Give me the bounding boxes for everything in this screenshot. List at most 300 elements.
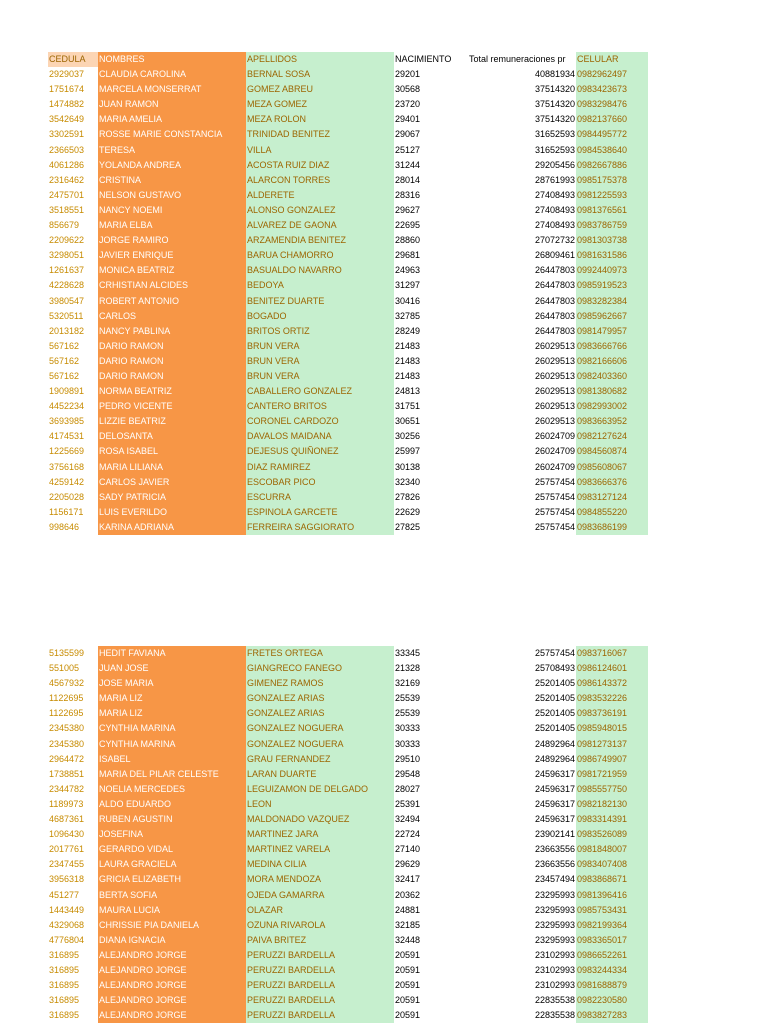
cell-celular[interactable]: 0983686199: [576, 520, 648, 535]
cell-nacimiento[interactable]: 20591: [394, 963, 468, 978]
cell-nacimiento[interactable]: 21483: [394, 369, 468, 384]
cell-cedula[interactable]: 2013182: [48, 324, 98, 339]
cell-nombres[interactable]: NANCY PABLINA: [98, 324, 246, 339]
cell-cedula[interactable]: 1096430: [48, 827, 98, 842]
cell-celular[interactable]: 0982137660: [576, 112, 648, 127]
cell-cedula[interactable]: 316895: [48, 978, 98, 993]
cell-celular[interactable]: 0983423673: [576, 82, 648, 97]
cell-nacimiento[interactable]: 27825: [394, 520, 468, 535]
cell-celular[interactable]: 0986124601: [576, 661, 648, 676]
cell-nombres[interactable]: MARIA ELBA: [98, 218, 246, 233]
cell-nombres[interactable]: ALEJANDRO JORGE: [98, 963, 246, 978]
cell-nacimiento[interactable]: 25539: [394, 691, 468, 706]
cell-nacimiento[interactable]: 20591: [394, 978, 468, 993]
cell-total[interactable]: 25757454: [468, 520, 576, 535]
cell-nacimiento[interactable]: 25127: [394, 143, 468, 158]
cell-cedula[interactable]: 856679: [48, 218, 98, 233]
cell-nombres[interactable]: JAVIER ENRIQUE: [98, 248, 246, 263]
cell-apellidos[interactable]: GOMEZ ABREU: [246, 82, 394, 97]
cell-apellidos[interactable]: PERUZZI BARDELLA: [246, 993, 394, 1008]
cell-celular[interactable]: 0982962497: [576, 67, 648, 82]
cell-celular[interactable]: 0981380682: [576, 384, 648, 399]
cell-total[interactable]: 27408493: [468, 203, 576, 218]
cell-apellidos[interactable]: MARTINEZ VARELA: [246, 842, 394, 857]
cell-celular[interactable]: 0985962667: [576, 309, 648, 324]
cell-nombres[interactable]: CYNTHIA MARINA: [98, 737, 246, 752]
cell-nombres[interactable]: CLAUDIA CAROLINA: [98, 67, 246, 82]
cell-apellidos[interactable]: FERREIRA SAGGIORATO: [246, 520, 394, 535]
cell-apellidos[interactable]: BRITOS ORTIZ: [246, 324, 394, 339]
cell-apellidos[interactable]: DEJESUS QUIÑONEZ: [246, 444, 394, 459]
cell-celular[interactable]: 0983666376: [576, 475, 648, 490]
cell-cedula[interactable]: 2929037: [48, 67, 98, 82]
cell-nacimiento[interactable]: 25391: [394, 797, 468, 812]
cell-total[interactable]: 25708493: [468, 661, 576, 676]
cell-cedula[interactable]: 2209622: [48, 233, 98, 248]
cell-apellidos[interactable]: GONZALEZ ARIAS: [246, 691, 394, 706]
cell-total[interactable]: 27408493: [468, 188, 576, 203]
cell-nacimiento[interactable]: 31244: [394, 158, 468, 173]
cell-apellidos[interactable]: ESCURRA: [246, 490, 394, 505]
cell-nacimiento[interactable]: 28014: [394, 173, 468, 188]
cell-nombres[interactable]: DARIO RAMON: [98, 339, 246, 354]
cell-nombres[interactable]: BERTA SOFIA: [98, 888, 246, 903]
cell-total[interactable]: 23663556: [468, 857, 576, 872]
cell-apellidos[interactable]: CABALLERO GONZALEZ: [246, 384, 394, 399]
cell-total[interactable]: 27072732: [468, 233, 576, 248]
cell-celular[interactable]: 0982182130: [576, 797, 648, 812]
cell-celular[interactable]: 0981631586: [576, 248, 648, 263]
cell-cedula[interactable]: 3756168: [48, 460, 98, 475]
cell-apellidos[interactable]: PERUZZI BARDELLA: [246, 978, 394, 993]
cell-total[interactable]: 23295993: [468, 918, 576, 933]
cell-total[interactable]: 26447803: [468, 324, 576, 339]
cell-apellidos[interactable]: BENITEZ DUARTE: [246, 294, 394, 309]
cell-total[interactable]: 23102993: [468, 963, 576, 978]
cell-cedula[interactable]: 2344782: [48, 782, 98, 797]
cell-apellidos[interactable]: MEZA GOMEZ: [246, 97, 394, 112]
cell-apellidos[interactable]: ALONSO GONZALEZ: [246, 203, 394, 218]
cell-nombres[interactable]: KARINA ADRIANA: [98, 520, 246, 535]
cell-nombres[interactable]: JOSE MARIA: [98, 676, 246, 691]
cell-celular[interactable]: 0982199364: [576, 918, 648, 933]
cell-nombres[interactable]: DELOSANTA: [98, 429, 246, 444]
cell-nombres[interactable]: ROBERT ANTONIO: [98, 294, 246, 309]
cell-cedula[interactable]: 2964472: [48, 752, 98, 767]
cell-total[interactable]: 37514320: [468, 112, 576, 127]
cell-total[interactable]: 23295993: [468, 903, 576, 918]
cell-total[interactable]: 29205456: [468, 158, 576, 173]
cell-cedula[interactable]: 1751674: [48, 82, 98, 97]
cell-cedula[interactable]: 4174531: [48, 429, 98, 444]
cell-total[interactable]: 24596317: [468, 782, 576, 797]
cell-cedula[interactable]: 1909891: [48, 384, 98, 399]
cell-celular[interactable]: 0982127624: [576, 429, 648, 444]
cell-nacimiento[interactable]: 29548: [394, 767, 468, 782]
cell-nombres[interactable]: MAURA LUCIA: [98, 903, 246, 918]
cell-nombres[interactable]: CRISTINA: [98, 173, 246, 188]
cell-cedula[interactable]: 3302591: [48, 127, 98, 142]
cell-nacimiento[interactable]: 32785: [394, 309, 468, 324]
cell-nombres[interactable]: YOLANDA ANDREA: [98, 158, 246, 173]
cell-total[interactable]: 26024709: [468, 429, 576, 444]
cell-nacimiento[interactable]: 28316: [394, 188, 468, 203]
cell-total[interactable]: 31652593: [468, 127, 576, 142]
cell-total[interactable]: 25201405: [468, 691, 576, 706]
cell-nacimiento[interactable]: 29627: [394, 203, 468, 218]
cell-celular[interactable]: 0981376561: [576, 203, 648, 218]
cell-nombres[interactable]: ISABEL: [98, 752, 246, 767]
cell-nacimiento[interactable]: 24881: [394, 903, 468, 918]
cell-nacimiento[interactable]: 31751: [394, 399, 468, 414]
cell-nombres[interactable]: CARLOS: [98, 309, 246, 324]
cell-nacimiento[interactable]: 20591: [394, 948, 468, 963]
cell-apellidos[interactable]: PAIVA BRITEZ: [246, 933, 394, 948]
cell-nombres[interactable]: GERARDO VIDAL: [98, 842, 246, 857]
cell-cedula[interactable]: 3693985: [48, 414, 98, 429]
cell-nacimiento[interactable]: 27140: [394, 842, 468, 857]
cell-nombres[interactable]: CYNTHIA MARINA: [98, 721, 246, 736]
cell-nacimiento[interactable]: 30256: [394, 429, 468, 444]
cell-apellidos[interactable]: LEGUIZAMON DE DELGADO: [246, 782, 394, 797]
cell-cedula[interactable]: 2316462: [48, 173, 98, 188]
cell-apellidos[interactable]: BOGADO: [246, 309, 394, 324]
header-nacimiento[interactable]: NACIMIENTO: [394, 52, 468, 67]
cell-apellidos[interactable]: BASUALDO NAVARRO: [246, 263, 394, 278]
cell-apellidos[interactable]: BRUN VERA: [246, 354, 394, 369]
cell-nombres[interactable]: NOELIA MERCEDES: [98, 782, 246, 797]
cell-total[interactable]: 26809461: [468, 248, 576, 263]
cell-apellidos[interactable]: LARAN DUARTE: [246, 767, 394, 782]
cell-celular[interactable]: 0981225593: [576, 188, 648, 203]
cell-cedula[interactable]: 1225669: [48, 444, 98, 459]
cell-total[interactable]: 22835538: [468, 993, 576, 1008]
cell-nombres[interactable]: JOSEFINA: [98, 827, 246, 842]
cell-cedula[interactable]: 4567932: [48, 676, 98, 691]
header-apellidos[interactable]: APELLIDOS: [246, 52, 394, 67]
cell-nombres[interactable]: MARIA AMELIA: [98, 112, 246, 127]
cell-nombres[interactable]: ALEJANDRO JORGE: [98, 948, 246, 963]
cell-apellidos[interactable]: LEON: [246, 797, 394, 812]
cell-cedula[interactable]: 3980547: [48, 294, 98, 309]
cell-total[interactable]: 24596317: [468, 797, 576, 812]
cell-cedula[interactable]: 3518551: [48, 203, 98, 218]
cell-cedula[interactable]: 567162: [48, 354, 98, 369]
cell-total[interactable]: 26447803: [468, 309, 576, 324]
cell-nombres[interactable]: ROSA ISABEL: [98, 444, 246, 459]
cell-total[interactable]: 37514320: [468, 97, 576, 112]
cell-cedula[interactable]: 2017761: [48, 842, 98, 857]
cell-cedula[interactable]: 5135599: [48, 646, 98, 661]
cell-cedula[interactable]: 1156171: [48, 505, 98, 520]
cell-nombres[interactable]: DIANA IGNACIA: [98, 933, 246, 948]
cell-celular[interactable]: 0986652261: [576, 948, 648, 963]
cell-total[interactable]: 26447803: [468, 278, 576, 293]
cell-nombres[interactable]: JUAN JOSE: [98, 661, 246, 676]
cell-nacimiento[interactable]: 20591: [394, 1008, 468, 1023]
cell-celular[interactable]: 0981273137: [576, 737, 648, 752]
cell-nacimiento[interactable]: 22629: [394, 505, 468, 520]
cell-total[interactable]: 26029513: [468, 399, 576, 414]
cell-celular[interactable]: 0985753431: [576, 903, 648, 918]
cell-celular[interactable]: 0981303738: [576, 233, 648, 248]
cell-apellidos[interactable]: TRINIDAD BENITEZ: [246, 127, 394, 142]
header-total[interactable]: Total remuneraciones pr: [468, 52, 576, 67]
cell-apellidos[interactable]: ALDERETE: [246, 188, 394, 203]
cell-nacimiento[interactable]: 24813: [394, 384, 468, 399]
cell-apellidos[interactable]: BERNAL SOSA: [246, 67, 394, 82]
cell-cedula[interactable]: 567162: [48, 369, 98, 384]
cell-cedula[interactable]: 551005: [48, 661, 98, 676]
cell-nombres[interactable]: ALDO EDUARDO: [98, 797, 246, 812]
cell-nacimiento[interactable]: 32417: [394, 872, 468, 887]
cell-cedula[interactable]: 1738851: [48, 767, 98, 782]
cell-celular[interactable]: 0983282384: [576, 294, 648, 309]
cell-nacimiento[interactable]: 28249: [394, 324, 468, 339]
cell-total[interactable]: 24596317: [468, 812, 576, 827]
cell-apellidos[interactable]: ARZAMENDIA BENITEZ: [246, 233, 394, 248]
cell-apellidos[interactable]: GIANGRECO FANEGO: [246, 661, 394, 676]
cell-nombres[interactable]: NELSON GUSTAVO: [98, 188, 246, 203]
cell-total[interactable]: 40881934: [468, 67, 576, 82]
cell-total[interactable]: 23902141: [468, 827, 576, 842]
cell-apellidos[interactable]: MEZA ROLON: [246, 112, 394, 127]
cell-celular[interactable]: 0983716067: [576, 646, 648, 661]
cell-total[interactable]: 26029513: [468, 354, 576, 369]
cell-cedula[interactable]: 2347455: [48, 857, 98, 872]
cell-nacimiento[interactable]: 30568: [394, 82, 468, 97]
cell-nacimiento[interactable]: 31297: [394, 278, 468, 293]
cell-cedula[interactable]: 2345380: [48, 721, 98, 736]
cell-celular[interactable]: 0982667886: [576, 158, 648, 173]
cell-nacimiento[interactable]: 24963: [394, 263, 468, 278]
cell-nacimiento[interactable]: 29629: [394, 857, 468, 872]
cell-apellidos[interactable]: ACOSTA RUIZ DIAZ: [246, 158, 394, 173]
cell-nombres[interactable]: MARIA LIZ: [98, 706, 246, 721]
cell-celular[interactable]: 0981721959: [576, 767, 648, 782]
cell-cedula[interactable]: 451277: [48, 888, 98, 903]
cell-celular[interactable]: 0986749907: [576, 752, 648, 767]
cell-cedula[interactable]: 4687361: [48, 812, 98, 827]
cell-nombres[interactable]: ALEJANDRO JORGE: [98, 978, 246, 993]
cell-total[interactable]: 24596317: [468, 767, 576, 782]
cell-apellidos[interactable]: MORA MENDOZA: [246, 872, 394, 887]
cell-total[interactable]: 28761993: [468, 173, 576, 188]
cell-nacimiento[interactable]: 21483: [394, 354, 468, 369]
cell-nacimiento[interactable]: 22695: [394, 218, 468, 233]
cell-cedula[interactable]: 4329068: [48, 918, 98, 933]
cell-nacimiento[interactable]: 29067: [394, 127, 468, 142]
cell-nombres[interactable]: MONICA BEATRIZ: [98, 263, 246, 278]
cell-nombres[interactable]: MARIA LIZ: [98, 691, 246, 706]
cell-nombres[interactable]: JUAN RAMON: [98, 97, 246, 112]
cell-cedula[interactable]: 316895: [48, 993, 98, 1008]
cell-nombres[interactable]: PEDRO VICENTE: [98, 399, 246, 414]
cell-celular[interactable]: 0981848007: [576, 842, 648, 857]
cell-nombres[interactable]: CHRISSIE PIA DANIELA: [98, 918, 246, 933]
cell-cedula[interactable]: 1474882: [48, 97, 98, 112]
cell-nacimiento[interactable]: 30333: [394, 721, 468, 736]
cell-nacimiento[interactable]: 30416: [394, 294, 468, 309]
cell-total[interactable]: 26029513: [468, 414, 576, 429]
cell-nacimiento[interactable]: 28027: [394, 782, 468, 797]
cell-total[interactable]: 22835538: [468, 1008, 576, 1023]
cell-cedula[interactable]: 1261637: [48, 263, 98, 278]
cell-nacimiento[interactable]: 32494: [394, 812, 468, 827]
cell-cedula[interactable]: 2475701: [48, 188, 98, 203]
cell-cedula[interactable]: 316895: [48, 963, 98, 978]
cell-cedula[interactable]: 1189973: [48, 797, 98, 812]
cell-nombres[interactable]: CARLOS JAVIER: [98, 475, 246, 490]
cell-nacimiento[interactable]: 30138: [394, 460, 468, 475]
cell-total[interactable]: 23457494: [468, 872, 576, 887]
cell-apellidos[interactable]: CORONEL CARDOZO: [246, 414, 394, 429]
cell-apellidos[interactable]: FRETES ORTEGA: [246, 646, 394, 661]
cell-nombres[interactable]: TERESA: [98, 143, 246, 158]
cell-cedula[interactable]: 998646: [48, 520, 98, 535]
cell-celular[interactable]: 0981479957: [576, 324, 648, 339]
cell-apellidos[interactable]: GIMENEZ RAMOS: [246, 676, 394, 691]
cell-celular[interactable]: 0983532226: [576, 691, 648, 706]
cell-cedula[interactable]: 4259142: [48, 475, 98, 490]
cell-cedula[interactable]: 3542649: [48, 112, 98, 127]
cell-nombres[interactable]: NORMA BEATRIZ: [98, 384, 246, 399]
cell-apellidos[interactable]: GONZALEZ NOGUERA: [246, 721, 394, 736]
header-cedula[interactable]: CEDULA: [48, 52, 98, 67]
cell-cedula[interactable]: 316895: [48, 1008, 98, 1023]
cell-nombres[interactable]: LIZZIE BEATRIZ: [98, 414, 246, 429]
cell-nacimiento[interactable]: 21328: [394, 661, 468, 676]
cell-celular[interactable]: 0983786759: [576, 218, 648, 233]
cell-cedula[interactable]: 4452234: [48, 399, 98, 414]
cell-nombres[interactable]: MARIA DEL PILAR CELESTE: [98, 767, 246, 782]
cell-nacimiento[interactable]: 25997: [394, 444, 468, 459]
cell-total[interactable]: 23663556: [468, 842, 576, 857]
cell-celular[interactable]: 0984855220: [576, 505, 648, 520]
cell-total[interactable]: 24892964: [468, 737, 576, 752]
cell-nombres[interactable]: JORGE RAMIRO: [98, 233, 246, 248]
cell-nombres[interactable]: ROSSE MARIE CONSTANCIA: [98, 127, 246, 142]
cell-apellidos[interactable]: MEDINA CILIA: [246, 857, 394, 872]
cell-apellidos[interactable]: CANTERO BRITOS: [246, 399, 394, 414]
cell-apellidos[interactable]: ALARCON TORRES: [246, 173, 394, 188]
cell-nombres[interactable]: DARIO RAMON: [98, 369, 246, 384]
cell-nacimiento[interactable]: 21483: [394, 339, 468, 354]
cell-nacimiento[interactable]: 29401: [394, 112, 468, 127]
cell-nacimiento[interactable]: 32185: [394, 918, 468, 933]
cell-cedula[interactable]: 5320511: [48, 309, 98, 324]
cell-total[interactable]: 23102993: [468, 948, 576, 963]
cell-celular[interactable]: 0983868671: [576, 872, 648, 887]
cell-total[interactable]: 27408493: [468, 218, 576, 233]
cell-total[interactable]: 25757454: [468, 490, 576, 505]
cell-total[interactable]: 23295993: [468, 933, 576, 948]
cell-apellidos[interactable]: BARUA CHAMORRO: [246, 248, 394, 263]
cell-total[interactable]: 26024709: [468, 460, 576, 475]
cell-apellidos[interactable]: PERUZZI BARDELLA: [246, 1008, 394, 1023]
cell-total[interactable]: 25757454: [468, 646, 576, 661]
cell-apellidos[interactable]: PERUZZI BARDELLA: [246, 948, 394, 963]
cell-celular[interactable]: 0983736191: [576, 706, 648, 721]
header-celular[interactable]: CELULAR: [576, 52, 648, 67]
cell-apellidos[interactable]: MARTINEZ JARA: [246, 827, 394, 842]
cell-apellidos[interactable]: BRUN VERA: [246, 339, 394, 354]
cell-celular[interactable]: 0984495772: [576, 127, 648, 142]
cell-apellidos[interactable]: BRUN VERA: [246, 369, 394, 384]
cell-apellidos[interactable]: BEDOYA: [246, 278, 394, 293]
cell-cedula[interactable]: 4061286: [48, 158, 98, 173]
cell-nacimiento[interactable]: 28860: [394, 233, 468, 248]
cell-celular[interactable]: 0982230580: [576, 993, 648, 1008]
cell-nacimiento[interactable]: 29681: [394, 248, 468, 263]
cell-total[interactable]: 25201405: [468, 721, 576, 736]
cell-celular[interactable]: 0986143372: [576, 676, 648, 691]
cell-nacimiento[interactable]: 25539: [394, 706, 468, 721]
cell-celular[interactable]: 0985608067: [576, 460, 648, 475]
cell-nombres[interactable]: DARIO RAMON: [98, 354, 246, 369]
cell-celular[interactable]: 0983314391: [576, 812, 648, 827]
cell-apellidos[interactable]: ALVAREZ DE GAONA: [246, 218, 394, 233]
cell-cedula[interactable]: 3298051: [48, 248, 98, 263]
cell-cedula[interactable]: 4228628: [48, 278, 98, 293]
cell-apellidos[interactable]: GONZALEZ NOGUERA: [246, 737, 394, 752]
cell-total[interactable]: 24892964: [468, 752, 576, 767]
cell-apellidos[interactable]: VILLA: [246, 143, 394, 158]
cell-total[interactable]: 23295993: [468, 888, 576, 903]
cell-celular[interactable]: 0985175378: [576, 173, 648, 188]
cell-celular[interactable]: 0982403360: [576, 369, 648, 384]
cell-apellidos[interactable]: ESCOBAR PICO: [246, 475, 394, 490]
cell-nacimiento[interactable]: 27826: [394, 490, 468, 505]
cell-apellidos[interactable]: GONZALEZ ARIAS: [246, 706, 394, 721]
cell-cedula[interactable]: 2205028: [48, 490, 98, 505]
cell-total[interactable]: 26029513: [468, 339, 576, 354]
cell-nacimiento[interactable]: 33345: [394, 646, 468, 661]
cell-apellidos[interactable]: OJEDA GAMARRA: [246, 888, 394, 903]
cell-cedula[interactable]: 2345380: [48, 737, 98, 752]
cell-total[interactable]: 25757454: [468, 475, 576, 490]
cell-apellidos[interactable]: ESPINOLA GARCETE: [246, 505, 394, 520]
cell-nacimiento[interactable]: 29510: [394, 752, 468, 767]
cell-nacimiento[interactable]: 20362: [394, 888, 468, 903]
cell-nombres[interactable]: MARIA LILIANA: [98, 460, 246, 475]
cell-nacimiento[interactable]: 30651: [394, 414, 468, 429]
header-nombres[interactable]: NOMBRES: [98, 52, 246, 67]
cell-celular[interactable]: 0983526089: [576, 827, 648, 842]
cell-nacimiento[interactable]: 20591: [394, 993, 468, 1008]
cell-celular[interactable]: 0982166606: [576, 354, 648, 369]
cell-apellidos[interactable]: OLAZAR: [246, 903, 394, 918]
cell-nombres[interactable]: LUIS EVERILDO: [98, 505, 246, 520]
cell-celular[interactable]: 0983407408: [576, 857, 648, 872]
cell-apellidos[interactable]: DAVALOS MAIDANA: [246, 429, 394, 444]
cell-nacimiento[interactable]: 30333: [394, 737, 468, 752]
cell-celular[interactable]: 0985557750: [576, 782, 648, 797]
cell-nombres[interactable]: MARCELA MONSERRAT: [98, 82, 246, 97]
cell-celular[interactable]: 0983827283: [576, 1008, 648, 1023]
cell-nombres[interactable]: LAURA GRACIELA: [98, 857, 246, 872]
cell-apellidos[interactable]: DIAZ RAMIREZ: [246, 460, 394, 475]
cell-celular[interactable]: 0983666766: [576, 339, 648, 354]
cell-nacimiento[interactable]: 32340: [394, 475, 468, 490]
cell-total[interactable]: 25201405: [468, 676, 576, 691]
cell-cedula[interactable]: 3956318: [48, 872, 98, 887]
cell-nombres[interactable]: HEDIT FAVIANA: [98, 646, 246, 661]
cell-cedula[interactable]: 4776804: [48, 933, 98, 948]
cell-nacimiento[interactable]: 29201: [394, 67, 468, 82]
cell-celular[interactable]: 0981688879: [576, 978, 648, 993]
cell-apellidos[interactable]: GRAU FERNANDEZ: [246, 752, 394, 767]
